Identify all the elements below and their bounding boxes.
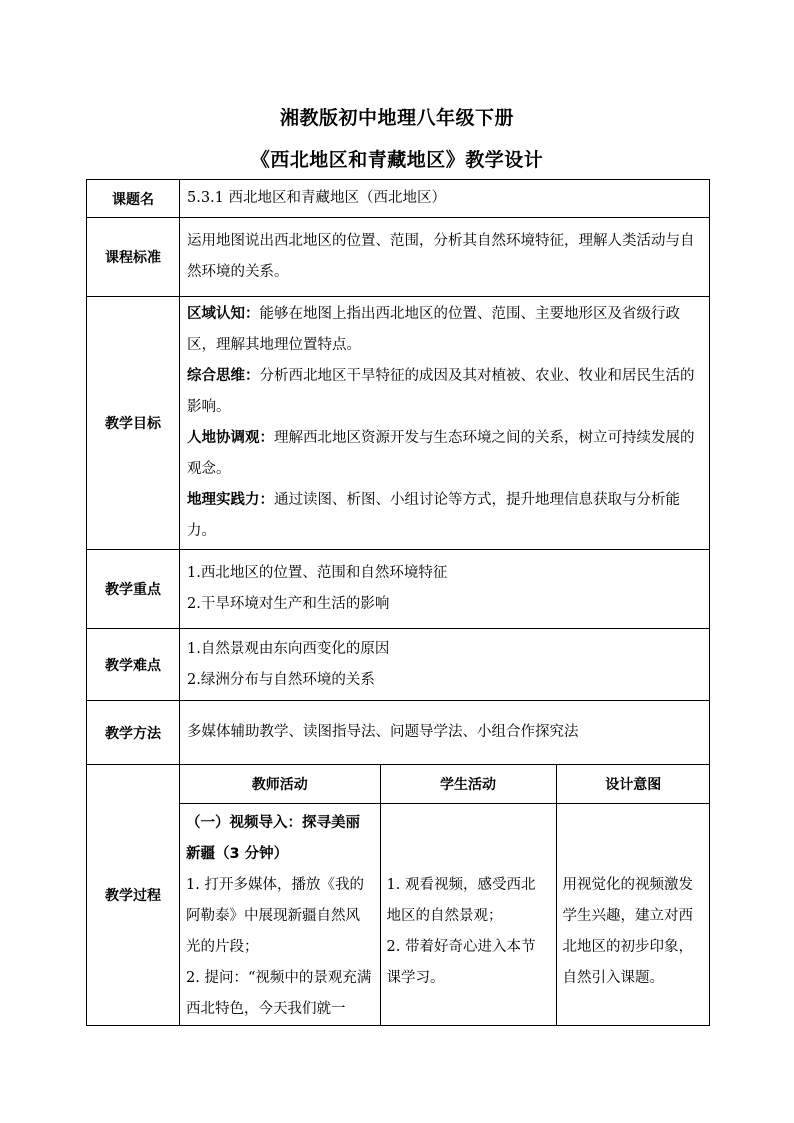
document-title: 湘教版初中地理八年级下册 [279, 107, 514, 129]
student-activity [380, 804, 556, 1026]
methods-row [87, 701, 710, 765]
teacher-section-heading: （一）视频导入：探寻美丽新疆（3 分钟） [186, 815, 360, 862]
standard-row [87, 218, 710, 297]
goals-label: 教学目标 [87, 297, 180, 550]
key-point-item: 1.西北地区的位置、范围和自然环境特征 [187, 565, 448, 581]
standard-value: 运用地图说出西北地区的位置、范围，分析其自然环境特征，理解人类活动与自然环境的关系。 [180, 218, 710, 297]
process-cell [180, 765, 710, 1026]
topic-label: 课题名 [87, 180, 180, 218]
goal-item [187, 423, 703, 485]
process-table [180, 765, 710, 1025]
column-header-intent: 设计意图 [556, 765, 710, 804]
difficulty-item: 2.绿洲分布与自然环境的关系 [187, 671, 375, 688]
difficulties-list [180, 629, 710, 701]
student-step: 2. 带着好奇心进入本节课学习。 [386, 939, 536, 986]
goal-heading: 地理实践力： [187, 492, 274, 508]
teacher-activity [180, 804, 380, 1026]
standard-label: 课程标准 [87, 218, 180, 297]
process-label: 教学过程 [87, 765, 180, 1026]
goal-heading: 综合思维： [187, 368, 260, 384]
process-body-row [180, 804, 710, 1026]
teacher-step: 1. 打开多媒体，播放《我的阿勒泰》中展现新疆自然风光的片段； [186, 877, 364, 955]
goal-item [187, 361, 703, 423]
column-header-teacher: 教师活动 [180, 765, 380, 804]
key-points-list [180, 550, 710, 629]
difficulties-row [87, 629, 710, 701]
goal-item [187, 299, 703, 361]
key-points-row [87, 550, 710, 629]
lesson-plan-table [86, 179, 710, 1026]
column-header-student: 学生活动 [380, 765, 556, 804]
goal-item [187, 485, 703, 547]
goal-text: 理解西北地区资源开发与生态环境之间的关系，树立可持续发展的观念。 [187, 430, 695, 477]
key-point-item: 2.干旱环境对生产和生活的影响 [187, 596, 390, 612]
goal-heading: 区域认知： [187, 306, 260, 322]
process-header-row [180, 765, 710, 804]
topic-row [87, 180, 710, 218]
design-intent [556, 804, 710, 1026]
goal-text: 通过读图、析图、小组讨论等方式，提升地理信息获取与分析能力。 [187, 492, 680, 539]
design-intent-text: 用视觉化的视频激发学生兴趣，建立对西北地区的初步印象，自然引入课题。 [562, 877, 693, 986]
key-points-label: 教学重点 [87, 550, 180, 629]
topic-value: 5.3.1 西北地区和青藏地区（西北地区） [180, 180, 710, 218]
document-subtitle: 《西北地区和青藏地区》教学设计 [250, 149, 544, 171]
methods-label: 教学方法 [87, 701, 180, 765]
teacher-step: 2. 提问：“视频中的景观充满西北特色，今天我们就一 [186, 970, 372, 1017]
difficulties-label: 教学难点 [87, 629, 180, 701]
goal-heading: 人地协调观： [187, 430, 274, 446]
difficulty-item: 1.自然景观由东向西变化的原因 [187, 640, 390, 657]
goal-text: 分析西北地区干旱特征的成因及其对植被、农业、牧业和居民生活的影响。 [187, 368, 695, 415]
goals-list [180, 297, 710, 550]
goal-text: 能够在地图上指出西北地区的位置、范围、主要地形区及省级行政区，理解其地理位置特点。 [187, 306, 680, 353]
student-step: 1. 观看视频，感受西北地区的自然景观； [386, 877, 536, 924]
process-row [87, 765, 710, 1026]
methods-value: 多媒体辅助教学、读图指导法、问题导学法、小组合作探究法 [180, 701, 710, 765]
goals-row [87, 297, 710, 550]
